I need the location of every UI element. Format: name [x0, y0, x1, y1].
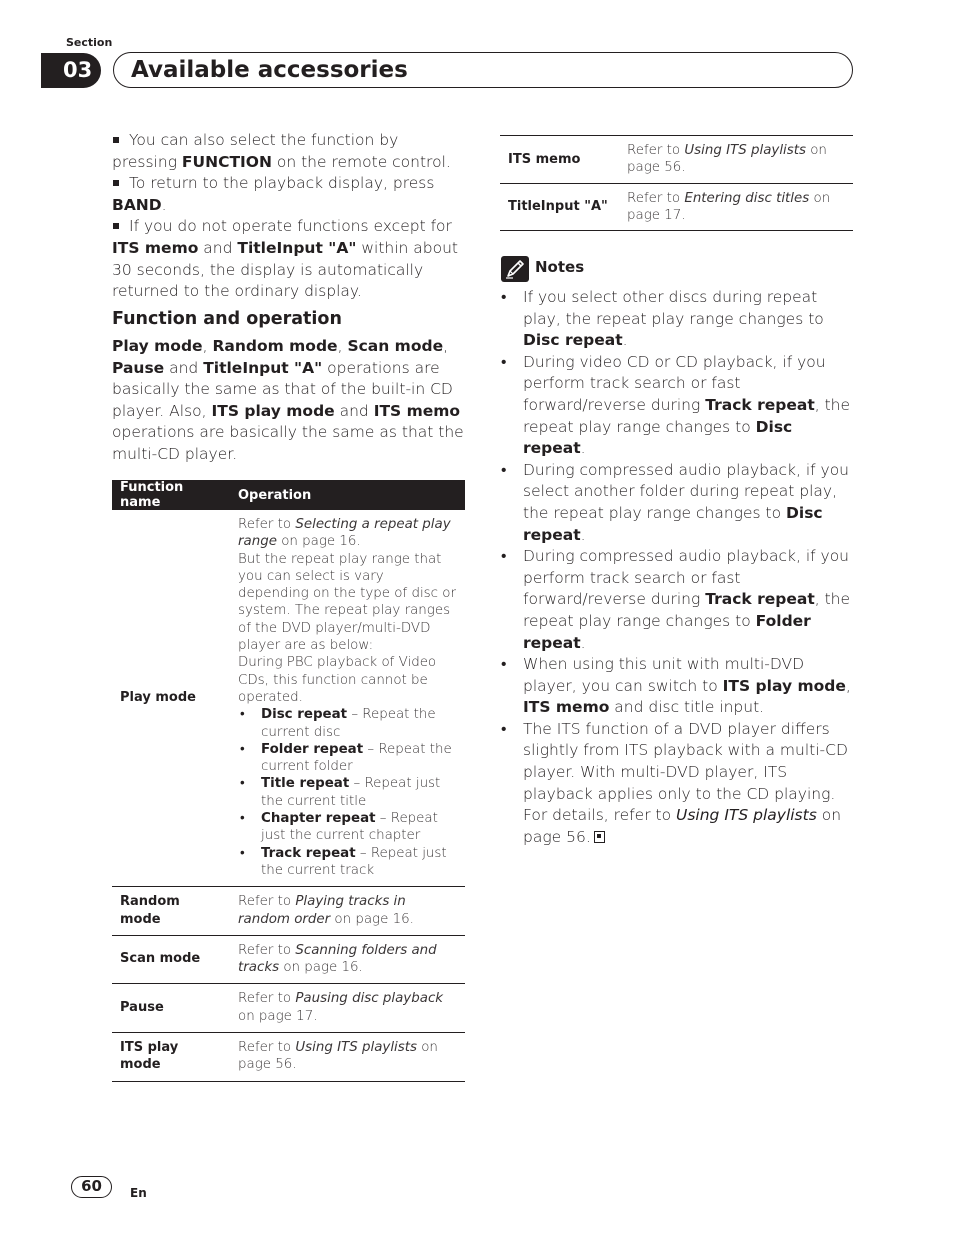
list-item: • Folder repeat – Repeat the current folder	[238, 741, 457, 776]
column-header-operation: Operation	[230, 480, 465, 510]
list-item: • If you select other discs during repeat play, the repeat play range changes to Disc repeat.	[500, 287, 856, 352]
function-name-cell: Random mode	[112, 887, 230, 936]
its-table	[500, 135, 853, 231]
function-heading: Function and operation	[112, 309, 342, 329]
square-bullet-icon	[113, 180, 119, 186]
end-mark-icon	[594, 831, 605, 843]
table-row	[112, 510, 465, 887]
left-bullet-item	[112, 130, 467, 173]
list-item	[500, 719, 856, 849]
pencil-icon	[501, 256, 529, 282]
list-item: • Title repeat – Repeat just the current title	[238, 775, 457, 810]
repeat-range-list	[238, 706, 457, 879]
function-name-cell: TitleInput "A"	[500, 183, 619, 231]
operation-cell: Refer to Playing tracks in random order on page 16.	[230, 887, 465, 936]
function-name-cell: Play mode	[112, 510, 230, 887]
list-item: • Track repeat – Repeat just the current track	[238, 845, 457, 880]
function-name-cell: ITS play mode	[112, 1033, 230, 1082]
operation-cell: Refer to Using ITS playlists on page 56.	[230, 1033, 465, 1082]
bullet-text: To return to the playback display, press BAND.	[112, 174, 435, 214]
operation-text: Refer to Selecting a repeat play range on page 16.	[238, 517, 451, 550]
square-bullet-icon	[113, 223, 119, 229]
operation-cell: Refer to Pausing disc playback on page 17.	[230, 984, 465, 1033]
operation-note: During PBC playback of Video CDs, this function cannot be operated.	[238, 655, 437, 705]
operation-cell	[230, 510, 465, 887]
table-row	[112, 984, 465, 1033]
operation-cell: Refer to Entering disc titles on page 17.	[619, 183, 853, 231]
list-item: • During compressed audio playback, if you select another folder during repeat play, the repeat play range changes to Disc repeat.	[500, 460, 856, 546]
function-name-cell: ITS memo	[500, 136, 619, 184]
left-bullet-item	[112, 216, 467, 302]
operation-note: But the repeat play range that you can select is vary depending on the type of disc or system. The repeat play ranges of the DVD player/multi-DVD player are as below:	[238, 551, 456, 654]
function-name-cell: Pause	[112, 984, 230, 1033]
notes-heading: Notes	[535, 258, 585, 276]
left-bullet-list	[112, 130, 467, 303]
section-number-tab: 03	[41, 53, 101, 88]
list-item: • When using this unit with multi-DVD player, you can switch to ITS play mode, ITS memo and disc title input.	[500, 654, 856, 719]
column-header-function-name: Function name	[112, 480, 230, 510]
table-row	[112, 887, 465, 936]
note-text: The ITS function of a DVD player differs slightly from ITS playback with a multi-CD player. With multi-DVD player, ITS playback applies only to the CD playing. For details, refer to Using ITS playlists on page 56.	[523, 719, 848, 846]
bullet-text: If you do not operate functions except for ITS memo and TitleInput "A" within about 30 seconds, the display is automatically returned to the ordinary display.	[112, 217, 458, 301]
operation-cell: Refer to Scanning folders and tracks on page 16.	[230, 935, 465, 984]
list-item: • Chapter repeat – Repeat just the current chapter	[238, 810, 457, 845]
bullet-text: You can also select the function by pressing FUNCTION on the remote control.	[112, 131, 451, 171]
page-title: Available accessories	[131, 57, 408, 83]
table-row	[500, 136, 853, 184]
table-row	[112, 935, 465, 984]
function-intro-paragraph: Play mode, Random mode, Scan mode, Pause and TitleInput "A" operations are basically the same as that of the built-in CD player. Also, ITS play mode and ITS memo operations are basically the same as that the multi-CD player.	[112, 337, 464, 463]
table-header-row	[112, 480, 465, 510]
left-bullet-item	[112, 173, 467, 216]
list-item: • During compressed audio playback, if you perform track search or fast forward/reverse during Track repeat, the repeat play range changes to Folder repeat.	[500, 546, 856, 654]
table-row	[500, 183, 853, 231]
section-label: Section	[66, 36, 113, 49]
operation-cell: Refer to Using ITS playlists on page 56.	[619, 136, 853, 184]
notes-list	[500, 287, 856, 848]
function-table	[112, 480, 465, 1082]
page-number: 60	[71, 1176, 112, 1198]
list-item: • Disc repeat – Repeat the current disc	[238, 706, 457, 741]
table-row	[112, 1033, 465, 1082]
language-label: En	[130, 1186, 147, 1200]
list-item: • During video CD or CD playback, if you perform track search or fast forward/reverse during Track repeat, the repeat play range changes to Disc repeat.	[500, 352, 856, 460]
square-bullet-icon	[113, 137, 119, 143]
function-name-cell: Scan mode	[112, 935, 230, 984]
